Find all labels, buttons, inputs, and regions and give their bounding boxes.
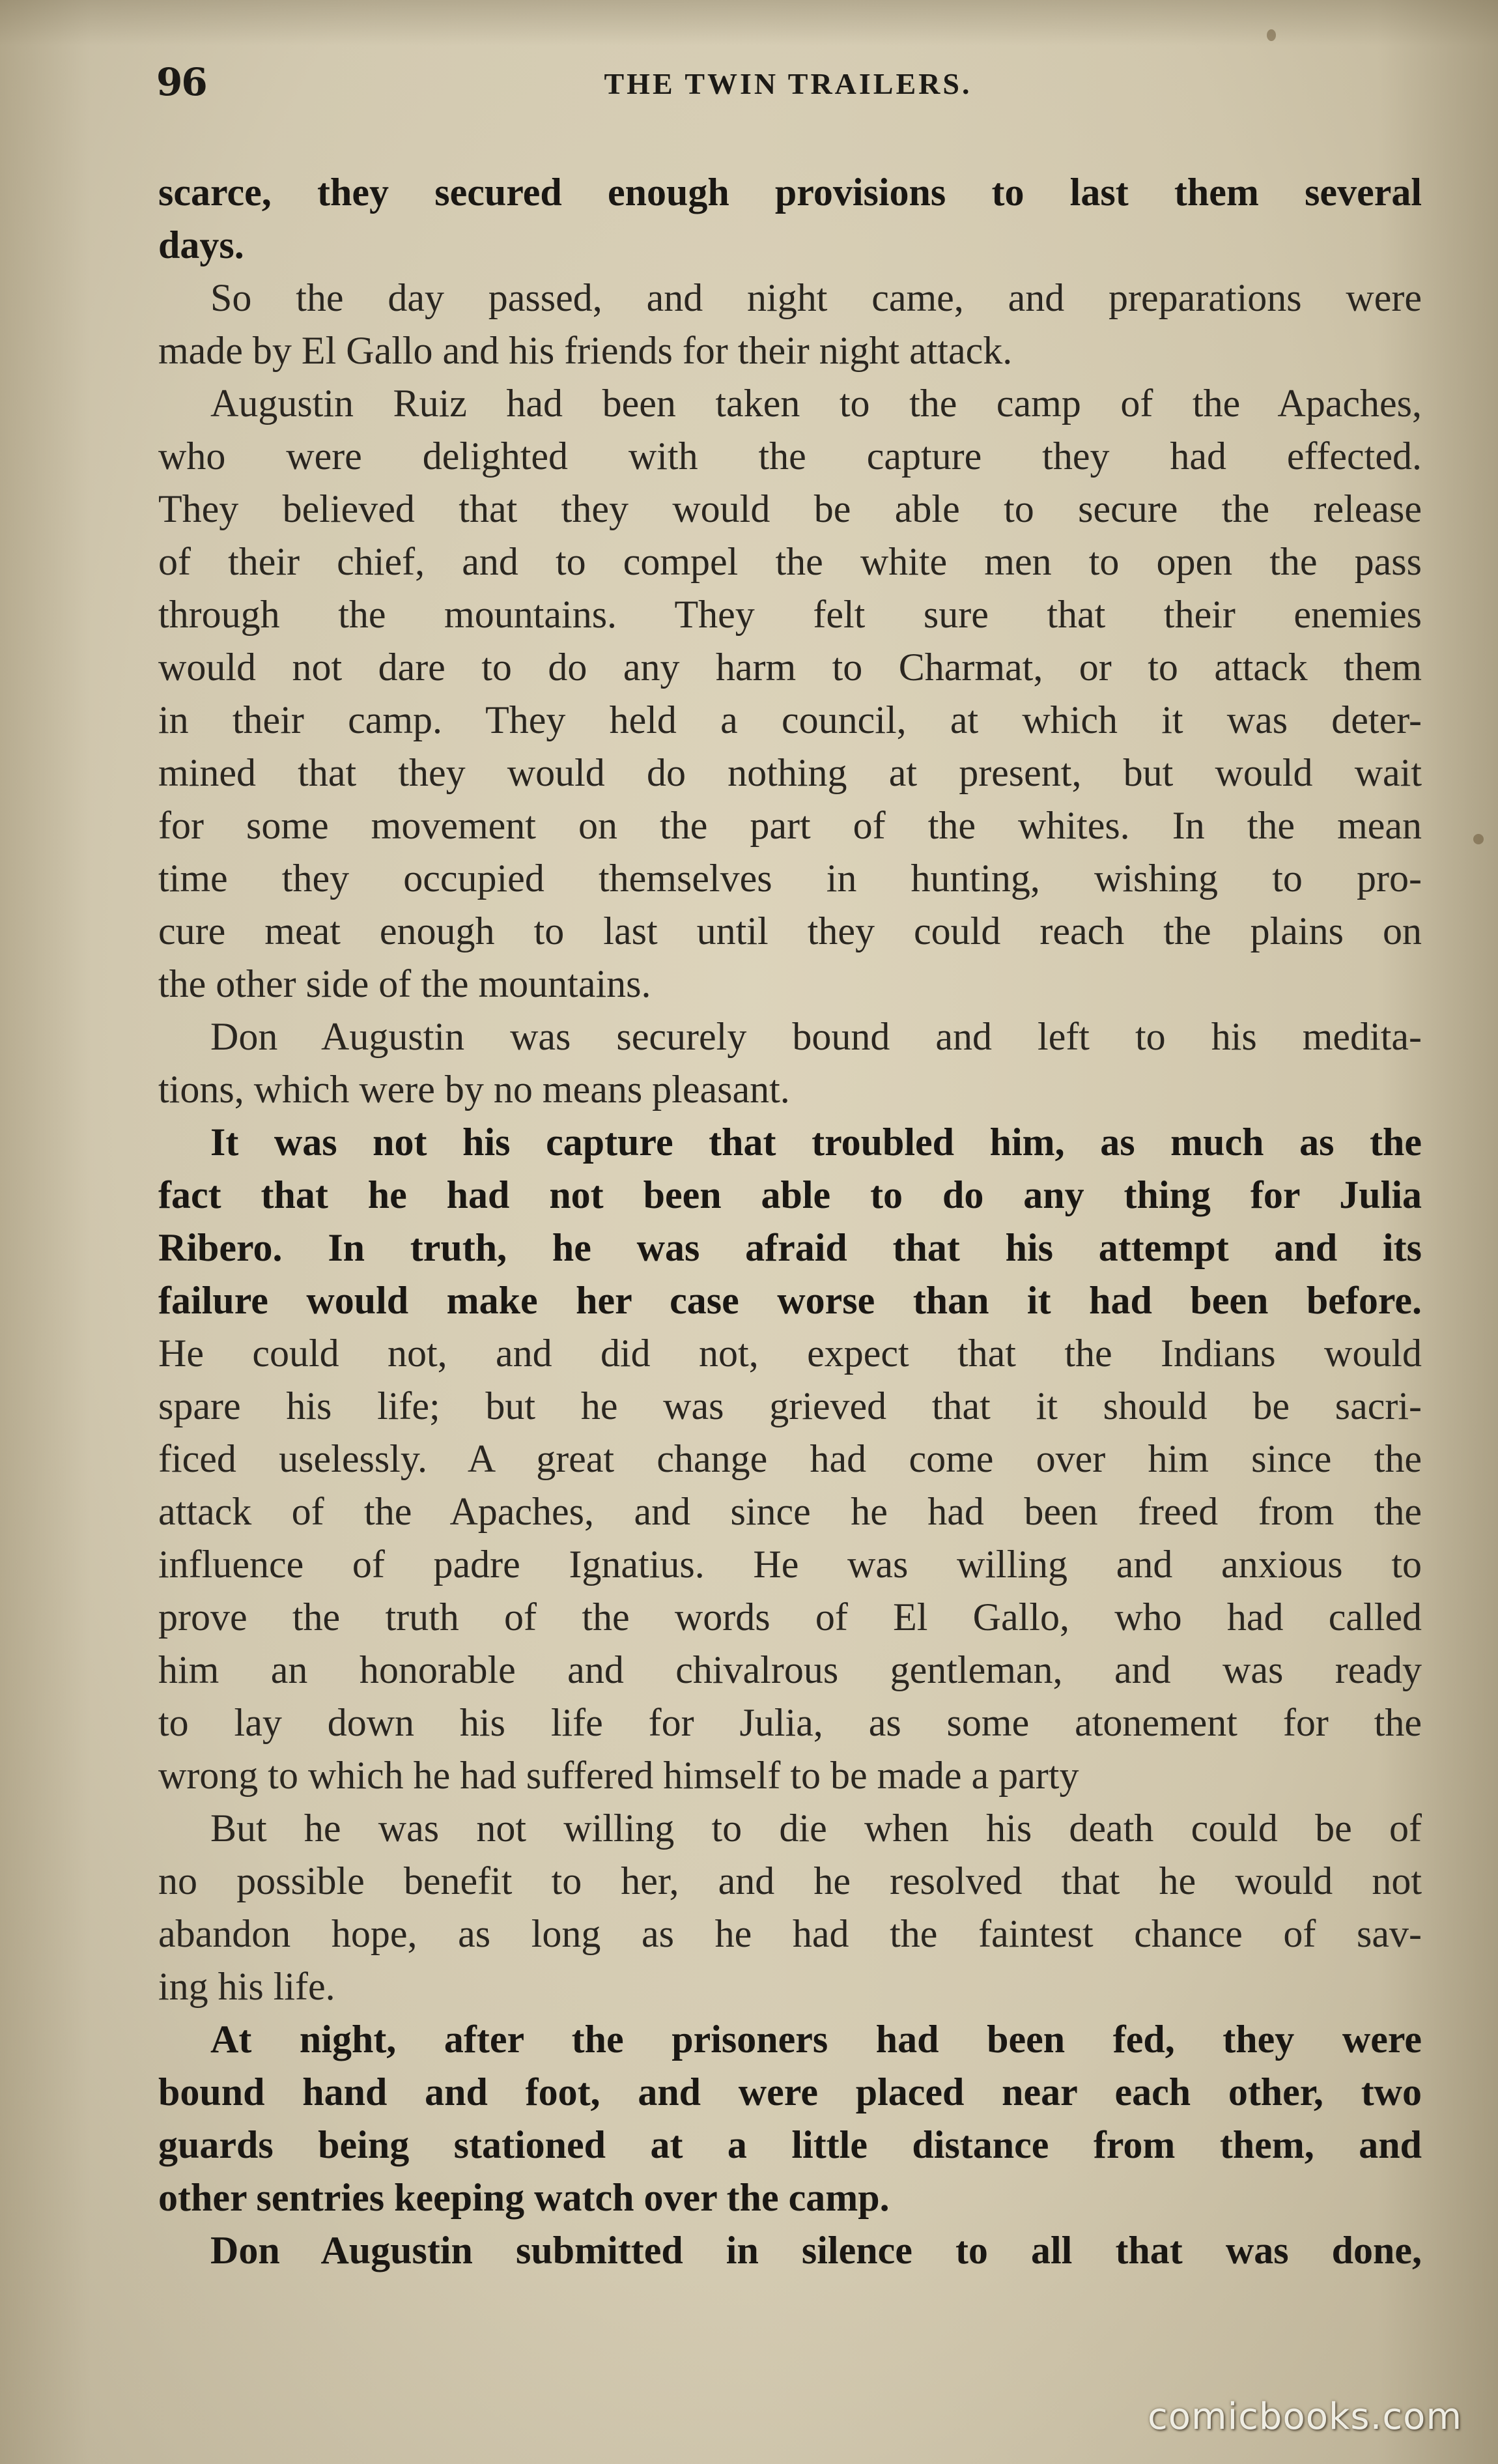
text-line: for some movement on the part of the whites. In the mean [158, 804, 1422, 847]
text-line: cure meat enough to last until they could reach the plains on [158, 910, 1422, 953]
page-header [156, 60, 1420, 106]
running-title: THE TWIN TRAILERS. [604, 67, 972, 100]
text-line: no possible benefit to her, and he resolved that he would not [158, 1859, 1422, 1902]
text-line: to lay down his life for Julia, as some atonement for the [158, 1701, 1422, 1744]
text-line: They believed that they would be able to secure the release [158, 487, 1422, 530]
text-line: At night, after the prisoners had been fed, they were [210, 2018, 1422, 2061]
text-line: guards being stationed at a little distance from them, and [158, 2123, 1422, 2166]
text-line: Don Augustin was securely bound and left to his medita- [210, 1015, 1422, 1058]
text-line: failure would make her case worse than it had been before. [158, 1279, 1422, 1322]
text-line: wrong to which he had suffered himself to be made a party [158, 1754, 1079, 1797]
body-text [158, 166, 1422, 2277]
text-line: who were delighted with the capture they had effected. [158, 435, 1422, 478]
text-line: days. [158, 223, 244, 266]
text-line: ficed uselessly. A great change had come over him since the [158, 1437, 1422, 1480]
text-line: in their camp. They held a council, at which it was deter- [158, 698, 1422, 741]
text-line: fact that he had not been able to do any thing for Julia [158, 1173, 1422, 1216]
text-line: made by El Gallo and his friends for their night attack. [158, 329, 1013, 372]
text-line: Ribero. In truth, he was afraid that his attempt and its [158, 1226, 1422, 1269]
text-line: the other side of the mountains. [158, 962, 651, 1005]
text-line: But he was not willing to die when his death could be of [210, 1807, 1422, 1850]
text-line: abandon hope, as long as he had the faintest chance of sav- [158, 1912, 1422, 1955]
text-line: him an honorable and chivalrous gentleman, and was ready [158, 1648, 1422, 1691]
text-line: ing his life. [158, 1965, 335, 2008]
text-line: attack of the Apaches, and since he had been freed from the [158, 1490, 1422, 1533]
text-line: It was not his capture that troubled him, as much as the [210, 1121, 1422, 1164]
text-line: So the day passed, and night came, and preparations were [210, 276, 1422, 319]
text-line: He could not, and did not, expect that the Indians would [158, 1332, 1422, 1375]
text-line: other sentries keeping watch over the camp. [158, 2176, 890, 2219]
text-line: scarce, they secured enough provisions to last them several [158, 171, 1422, 214]
text-line: would not dare to do any harm to Charmat, or to attack them [158, 646, 1422, 689]
text-line: Augustin Ruiz had been taken to the camp of the Apaches, [210, 382, 1422, 425]
ink-spot [1267, 29, 1276, 41]
text-line: time they occupied themselves in hunting, wishing to pro- [158, 857, 1422, 900]
text-line: of their chief, and to compel the white men to open the pass [158, 540, 1422, 583]
text-line: Don Augustin submitted in silence to all that was done, [210, 2229, 1422, 2272]
text-line: mined that they would do nothing at present, but would wait [158, 751, 1422, 794]
text-line: through the mountains. They felt sure that their enemies [158, 593, 1422, 636]
text-line: bound hand and foot, and were placed near each other, two [158, 2070, 1422, 2113]
text-line: tions, which were by no means pleasant. [158, 1068, 790, 1111]
text-line: spare his life; but he was grieved that it should be sacri- [158, 1384, 1422, 1427]
ink-spot [1473, 834, 1484, 844]
watermark-text: comicbooks.com [1147, 2396, 1462, 2438]
page-number: 96 [156, 60, 206, 104]
text-line: influence of padre Ignatius. He was willing and anxious to [158, 1543, 1422, 1586]
text-line: prove the truth of the words of El Gallo, who had called [158, 1596, 1422, 1639]
